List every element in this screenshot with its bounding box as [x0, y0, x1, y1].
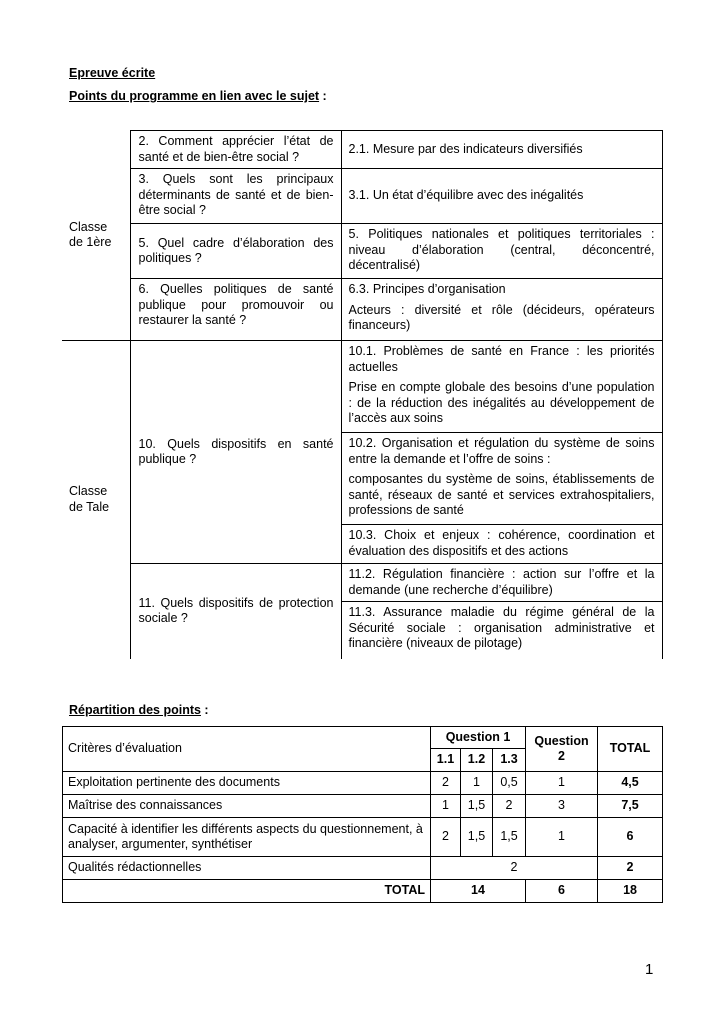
- points-10-2: [341, 433, 662, 525]
- total-label: TOTAL: [63, 880, 431, 903]
- point-10-1-detail: Prise en compte globale des besoins d’une population : de la réduction des inégalités au développement de l’accès aux soins: [348, 380, 655, 425]
- point-3-1: 3.1. Un état d’équilibre avec des inégalités: [341, 169, 662, 224]
- table-row-total: [63, 880, 663, 903]
- heading-points-programme: [69, 89, 327, 105]
- score-1-1: 2: [431, 772, 461, 795]
- points-6: [341, 279, 662, 341]
- score-1-3: 1,5: [493, 818, 526, 857]
- score-q2: 3: [526, 795, 598, 818]
- total-question-2: 6: [526, 880, 598, 903]
- table-row: [63, 795, 663, 818]
- table-row: [63, 772, 663, 795]
- header-1-3: 1.3: [493, 749, 526, 772]
- points-10-1: [341, 341, 662, 433]
- score-total: 4,5: [598, 772, 663, 795]
- classe-1ere: Classe de 1ère: [69, 219, 112, 250]
- heading-repartition-suffix: :: [200, 703, 209, 717]
- score-1-2: 1: [461, 772, 493, 795]
- score-1-3: 0,5: [493, 772, 526, 795]
- score-1-2: 1,5: [461, 795, 493, 818]
- score-1-2: 1,5: [461, 818, 493, 857]
- point-10-3: 10.3. Choix et enjeux : cohérence, coordination et évaluation des dispositifs et des actions: [341, 525, 662, 564]
- heading-repartition-text: Répartition des points: [69, 703, 201, 717]
- header-1-1: 1.1: [431, 749, 461, 772]
- score-total: 7,5: [598, 795, 663, 818]
- question-3: 3. Quels sont les principaux déterminants de santé et de bien-être social ?: [130, 169, 341, 224]
- point-11-3: 11.3. Assurance maladie du régime général de la Sécurité sociale : organisation administrative et financière (niveaux de pilotage): [341, 602, 662, 659]
- header-criteres: Critères d’évaluation: [63, 727, 431, 772]
- criterion-label: Maîtrise des connaissances: [63, 795, 431, 818]
- header-total: TOTAL: [598, 727, 663, 772]
- score-1-1: 2: [431, 818, 461, 857]
- point-10-1: 10.1. Problèmes de santé en France : les priorités actuelles: [348, 344, 655, 374]
- heading-repartition: [69, 703, 209, 719]
- point-6-acteurs: Acteurs : diversité et rôle (décideurs, opérateurs financeurs): [348, 302, 655, 332]
- criterion-label: Capacité à identifier les différents aspects du questionnement, à analyser, argumenter, synthétiser: [63, 818, 431, 857]
- programme-table: [62, 130, 663, 659]
- question-5: 5. Quel cadre d’élaboration des politiques ?: [130, 224, 341, 279]
- point-2-1: 2.1. Mesure par des indicateurs diversifiés: [341, 131, 662, 169]
- grand-total: 18: [598, 880, 663, 903]
- question-6: 6. Quelles politiques de santé publique pour promouvoir ou restaurer la santé ?: [130, 279, 341, 341]
- points-table: [62, 726, 663, 903]
- total-question-1: 14: [431, 880, 526, 903]
- score-total: 2: [598, 857, 663, 880]
- point-11-2: 11.2. Régulation financière : action sur l’offre et la demande (une recherche d’équilibre): [341, 564, 662, 602]
- question-10: 10. Quels dispositifs en santé publique ?: [130, 341, 341, 564]
- score-q2: 1: [526, 772, 598, 795]
- point-6-3: 6.3. Principes d’organisation: [348, 282, 506, 296]
- heading-epreuve: Epreuve écrite: [69, 66, 156, 80]
- score-1-1: 1: [431, 795, 461, 818]
- score-1-3: 2: [493, 795, 526, 818]
- question-2: 2. Comment apprécier l’état de santé et de bien-être social ?: [130, 131, 341, 169]
- score-qualites: 2: [431, 857, 598, 880]
- heading-points-programme-text: Points du programme en lien avec le sujet: [69, 89, 320, 103]
- classe-tale: Classe de Tale: [62, 341, 130, 659]
- table-row: [63, 857, 663, 880]
- header-1-2: 1.2: [461, 749, 493, 772]
- heading-points-programme-suffix: :: [319, 89, 327, 103]
- criterion-label: Exploitation pertinente des documents: [63, 772, 431, 795]
- point-10-2: 10.2. Organisation et régulation du système de soins entre la demande et l’offre de soins :: [348, 436, 655, 466]
- point-10-2-detail: composantes du système de soins, établissements de santé, réseaux de santé et services extrahospitaliers, professions de santé: [348, 472, 655, 517]
- question-11: 11. Quels dispositifs de protection sociale ?: [130, 564, 341, 659]
- criterion-label: Qualités rédactionnelles: [63, 857, 431, 880]
- score-total: 6: [598, 818, 663, 857]
- score-q2: 1: [526, 818, 598, 857]
- point-5: 5. Politiques nationales et politiques territoriales : niveau d’élaboration (central, déconcentré, décentralisé): [341, 224, 662, 279]
- page-number: 1: [645, 961, 654, 978]
- header-question-1: Question 1: [431, 727, 526, 749]
- table-row: [63, 818, 663, 857]
- header-question-2: Question 2: [526, 727, 598, 772]
